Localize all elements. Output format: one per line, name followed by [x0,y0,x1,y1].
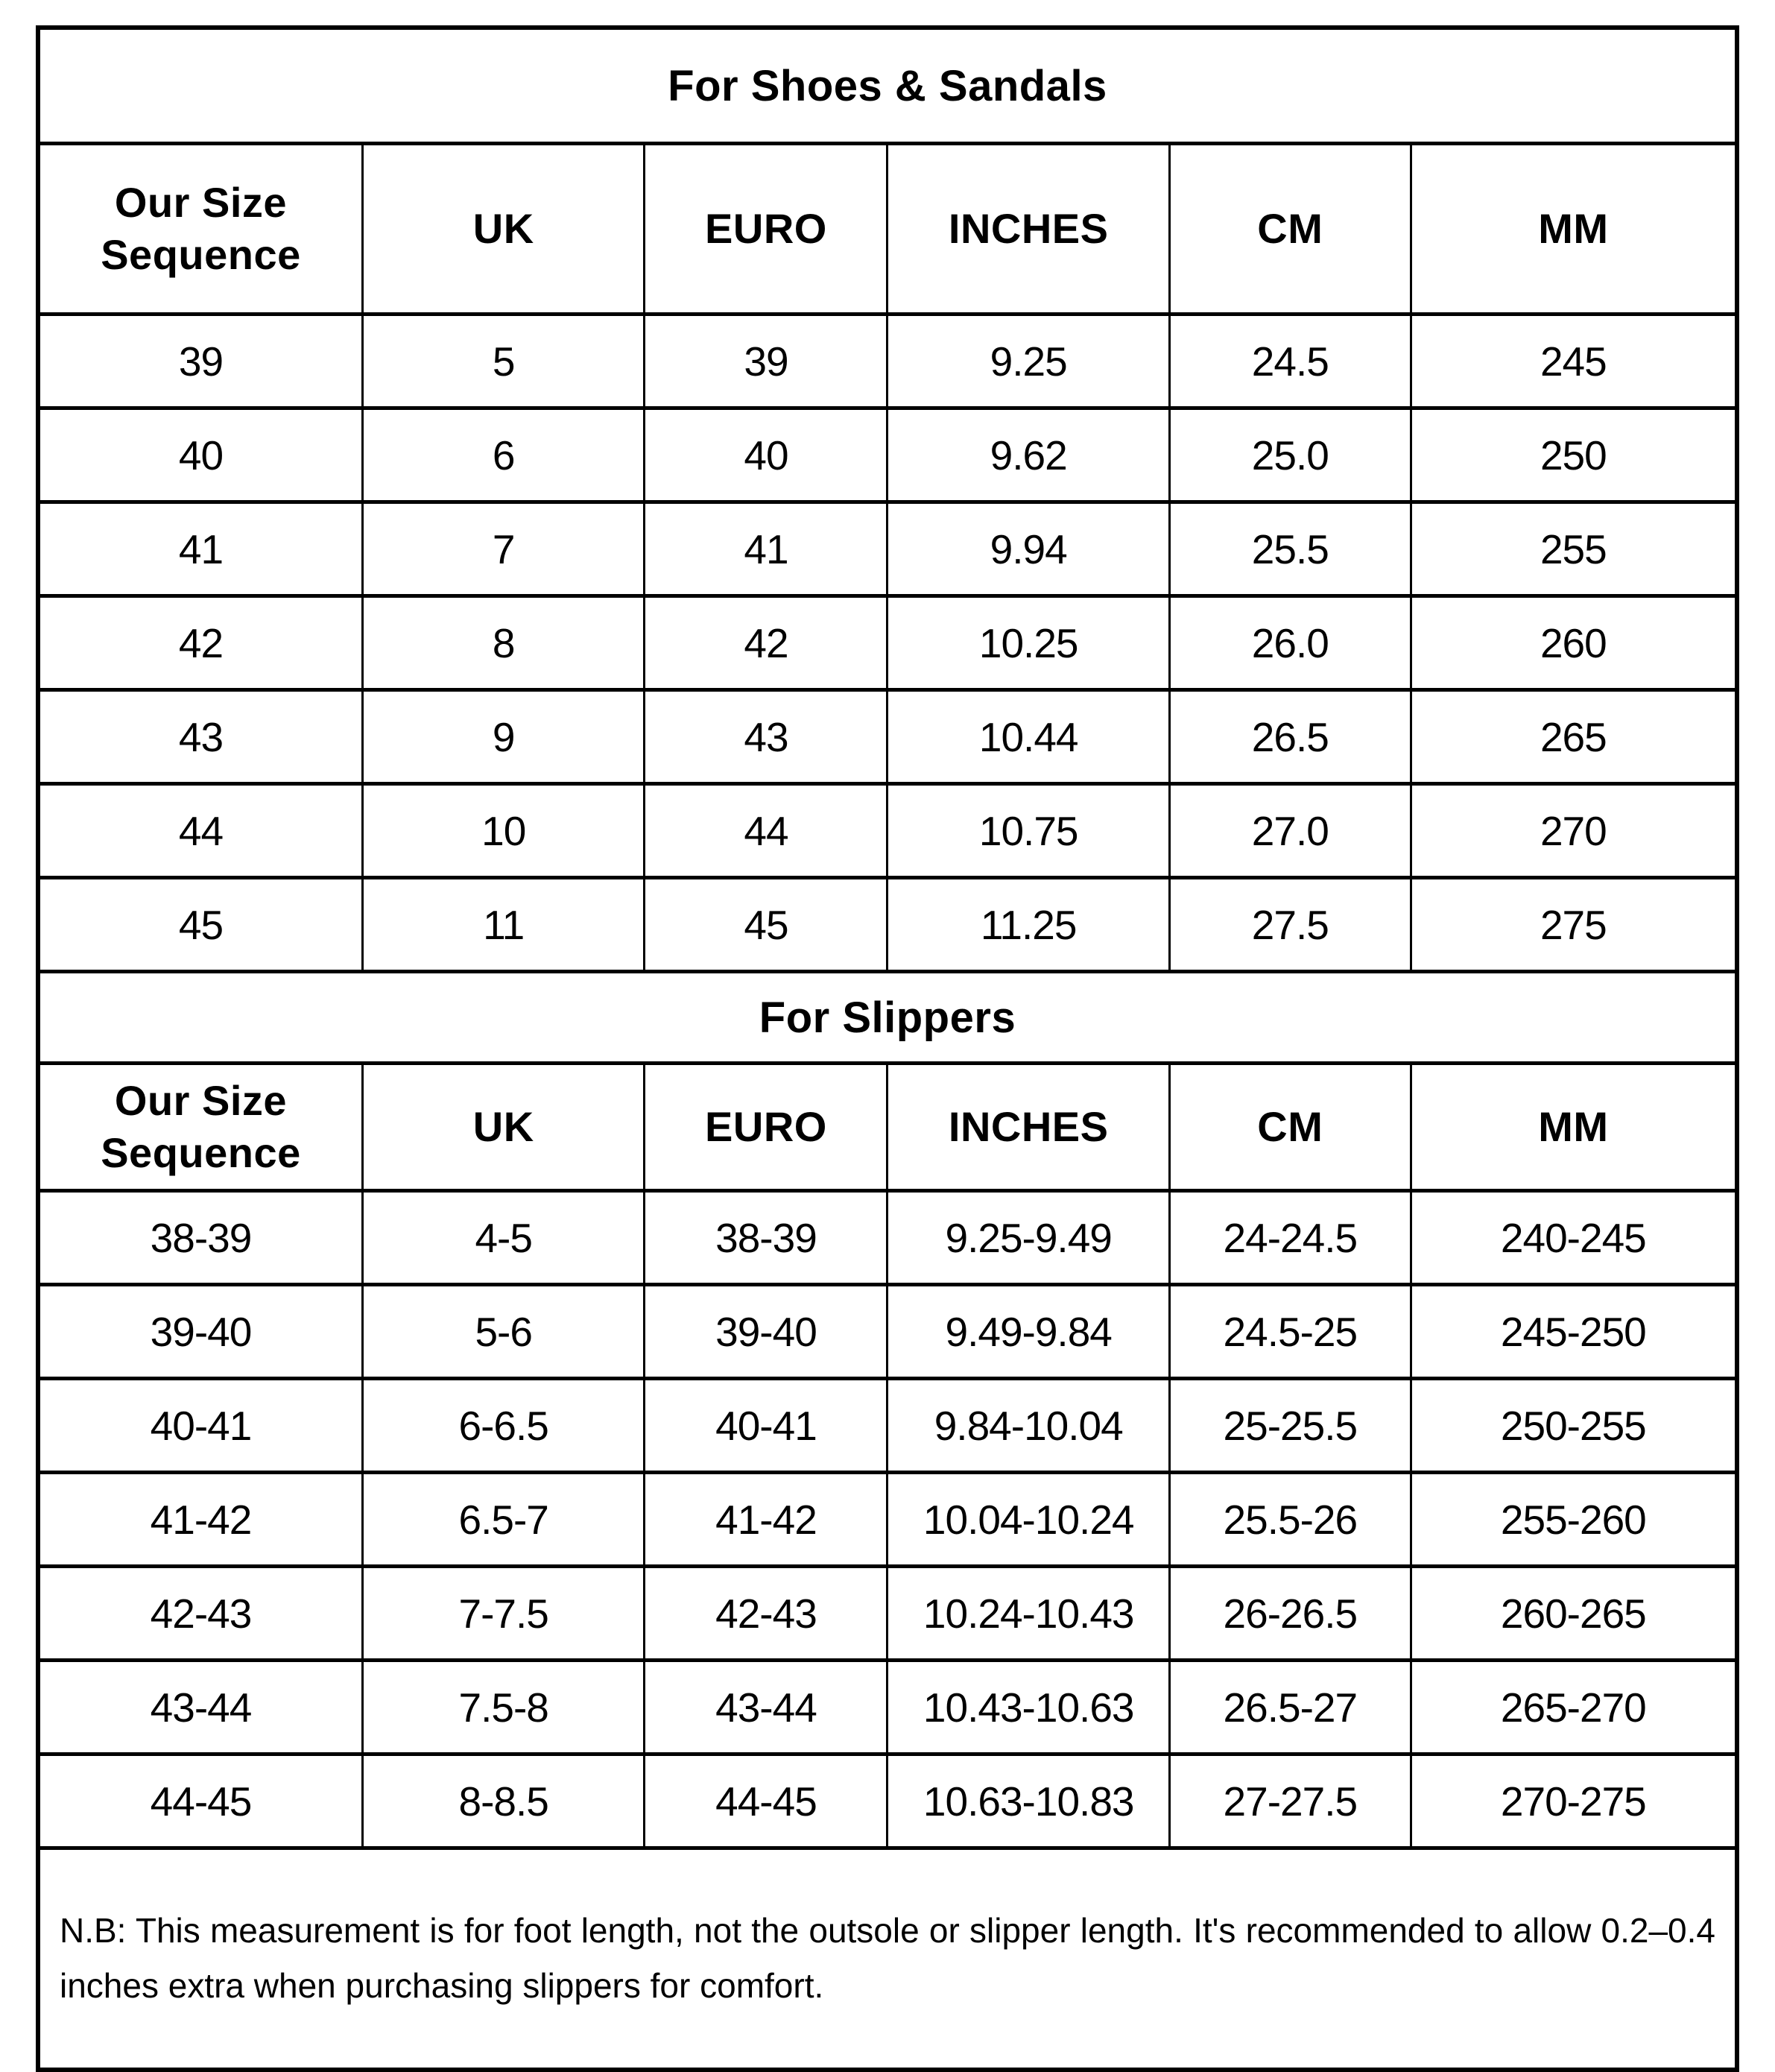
size-chart-table [36,25,1739,2072]
table-cell: 275 [1411,878,1737,972]
table-cell: 11 [362,878,644,972]
table-cell: 270-275 [1411,1754,1737,1848]
slippers-table-row [38,1285,1737,1379]
shoes-table-title: For Shoes & Sandals [38,28,1737,144]
slippers-column-header-uk: UK [362,1064,644,1191]
table-cell: 43 [645,690,888,784]
table-cell: 265-270 [1411,1661,1737,1754]
shoes-table-row [38,596,1737,690]
shoes-table-header-row [38,144,1737,315]
table-cell: 9 [362,690,644,784]
table-cell: 255-260 [1411,1473,1737,1567]
table-cell: 11.25 [888,878,1169,972]
table-cell: 10.75 [888,784,1169,878]
table-cell: 39-40 [38,1285,362,1379]
table-cell: 10.63-10.83 [888,1754,1169,1848]
shoes-column-header-uk: UK [362,144,644,315]
table-cell: 250 [1411,408,1737,502]
table-cell: 26.5-27 [1169,1661,1411,1754]
shoes-column-header-euro: EURO [645,144,888,315]
table-cell: 27.5 [1169,878,1411,972]
slippers-column-header-mm: MM [1411,1064,1737,1191]
table-cell: 10.44 [888,690,1169,784]
note-text: N.B: This measurement is for foot length, not the outsole or slipper length. It's recommended to allow 0.2–0.4 inches extra when purchasing slippers for comfort. [38,1848,1737,2071]
table-cell: 44-45 [38,1754,362,1848]
table-cell: 40-41 [645,1379,888,1473]
table-cell: 24.5-25 [1169,1285,1411,1379]
table-cell: 8-8.5 [362,1754,644,1848]
slippers-column-header-euro: EURO [645,1064,888,1191]
table-cell: 25.5 [1169,502,1411,596]
slippers-column-header-inches: INCHES [888,1064,1169,1191]
table-cell: 26-26.5 [1169,1567,1411,1661]
table-cell: 9.49-9.84 [888,1285,1169,1379]
table-cell: 39 [645,315,888,408]
slippers-table-title: For Slippers [38,972,1737,1064]
shoes-table-row [38,784,1737,878]
table-cell: 8 [362,596,644,690]
shoes-table-title-row [38,28,1737,144]
table-cell: 26.5 [1169,690,1411,784]
table-cell: 41 [38,502,362,596]
slippers-table-title-row [38,972,1737,1064]
slippers-column-header-cm: CM [1169,1064,1411,1191]
shoes-column-header-size-sequence: Our Size Sequence [38,144,362,315]
table-cell: 10.25 [888,596,1169,690]
slippers-table-row [38,1567,1737,1661]
table-cell: 7-7.5 [362,1567,644,1661]
table-cell: 27-27.5 [1169,1754,1411,1848]
shoes-table-row [38,690,1737,784]
table-cell: 42-43 [645,1567,888,1661]
table-cell: 39 [38,315,362,408]
table-cell: 42-43 [38,1567,362,1661]
table-cell: 6 [362,408,644,502]
table-cell: 45 [645,878,888,972]
table-cell: 270 [1411,784,1737,878]
slippers-table-row [38,1754,1737,1848]
table-cell: 38-39 [645,1191,888,1285]
table-cell: 7 [362,502,644,596]
table-cell: 24.5 [1169,315,1411,408]
slippers-table-row [38,1191,1737,1285]
table-cell: 27.0 [1169,784,1411,878]
table-cell: 10.24-10.43 [888,1567,1169,1661]
shoes-table-row [38,408,1737,502]
shoes-table-row [38,502,1737,596]
table-cell: 7.5-8 [362,1661,644,1754]
table-cell: 41-42 [645,1473,888,1567]
table-cell: 5-6 [362,1285,644,1379]
table-cell: 10.04-10.24 [888,1473,1169,1567]
slippers-table-row [38,1661,1737,1754]
table-cell: 40-41 [38,1379,362,1473]
table-cell: 41 [645,502,888,596]
table-cell: 39-40 [645,1285,888,1379]
table-cell: 9.25-9.49 [888,1191,1169,1285]
table-cell: 42 [38,596,362,690]
table-cell: 45 [38,878,362,972]
table-cell: 43-44 [645,1661,888,1754]
shoes-column-header-cm: CM [1169,144,1411,315]
note-row [38,1848,1737,2071]
table-cell: 265 [1411,690,1737,784]
table-cell: 9.25 [888,315,1169,408]
table-cell: 43-44 [38,1661,362,1754]
table-cell: 10 [362,784,644,878]
shoes-column-header-mm: MM [1411,144,1737,315]
table-cell: 10.43-10.63 [888,1661,1169,1754]
table-cell: 240-245 [1411,1191,1737,1285]
slippers-table-row [38,1473,1737,1567]
table-cell: 25.0 [1169,408,1411,502]
table-cell: 40 [38,408,362,502]
shoes-table-row [38,315,1737,408]
table-cell: 24-24.5 [1169,1191,1411,1285]
table-cell: 255 [1411,502,1737,596]
table-cell: 42 [645,596,888,690]
table-cell: 40 [645,408,888,502]
table-cell: 5 [362,315,644,408]
table-cell: 4-5 [362,1191,644,1285]
table-cell: 43 [38,690,362,784]
table-cell: 9.62 [888,408,1169,502]
table-cell: 6-6.5 [362,1379,644,1473]
table-cell: 245 [1411,315,1737,408]
slippers-column-header-size-sequence: Our Size Sequence [38,1064,362,1191]
shoes-column-header-inches: INCHES [888,144,1169,315]
slippers-table-row [38,1379,1737,1473]
shoes-table-row [38,878,1737,972]
table-cell: 44 [38,784,362,878]
table-cell: 25-25.5 [1169,1379,1411,1473]
table-cell: 25.5-26 [1169,1473,1411,1567]
table-cell: 245-250 [1411,1285,1737,1379]
table-cell: 260-265 [1411,1567,1737,1661]
table-cell: 250-255 [1411,1379,1737,1473]
table-cell: 260 [1411,596,1737,690]
table-cell: 26.0 [1169,596,1411,690]
table-cell: 9.84-10.04 [888,1379,1169,1473]
table-cell: 44 [645,784,888,878]
table-cell: 9.94 [888,502,1169,596]
table-cell: 41-42 [38,1473,362,1567]
slippers-table-header-row [38,1064,1737,1191]
table-cell: 38-39 [38,1191,362,1285]
table-cell: 44-45 [645,1754,888,1848]
table-cell: 6.5-7 [362,1473,644,1567]
